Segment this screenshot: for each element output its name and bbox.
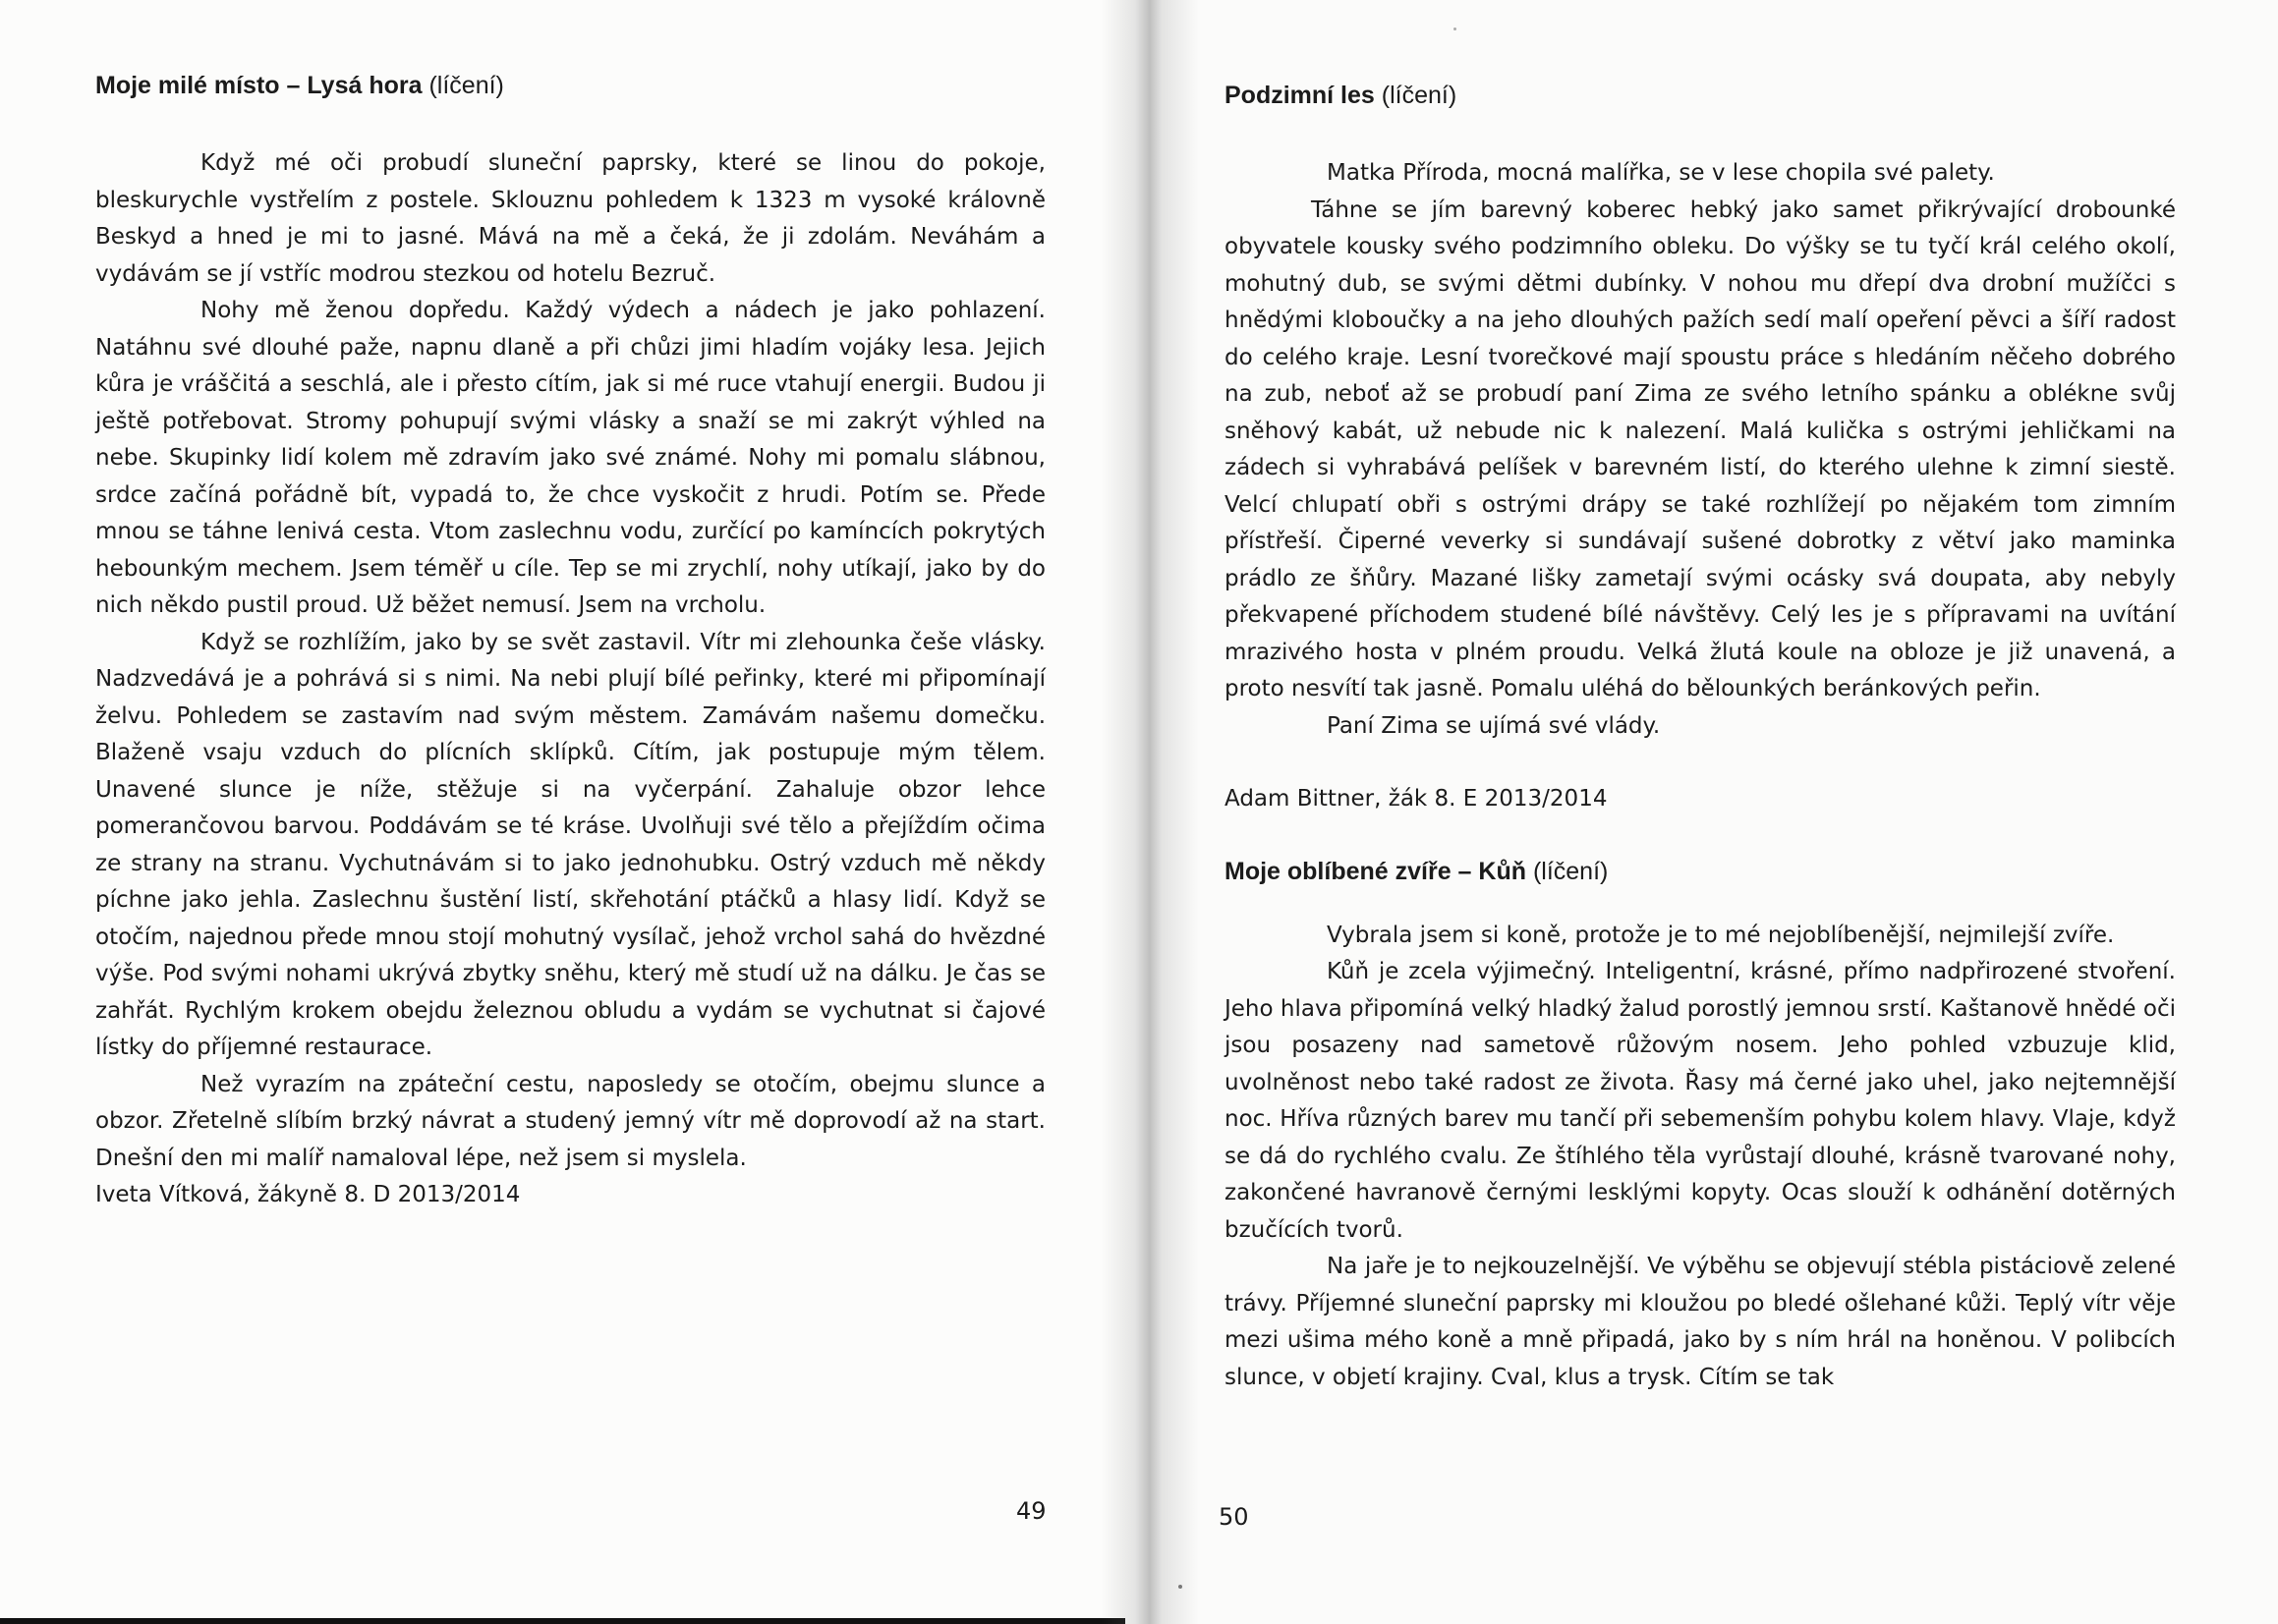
title-genre: (líčení) xyxy=(1381,82,1457,109)
paper-speck xyxy=(1453,28,1456,30)
paragraph: Když se rozhlížím, jako by se svět zastavil. Vítr mi zlehounka češe vlásky. Nadzvedává je a pohrává si s nimi. Na nebi plují bílé peřinky, které mi připomínají želvu. Pohledem se zastavím nad svým městem. Zamávám našemu domečku. Blaženě vsaju vzduch do plícních sklípků. Cítím, jak postupuje mým tělem. Unavené slunce je níže, stěžuje si na vyčerpání. Zahaluje obzor lehce pomerančovou barvou. Poddávám se té kráse. Uvolňuji své tělo a přejíždím očima ze strany na stranu. Vychutnávám si to jako jednohubku. Ostrý vzduch mě někdy píchne jako jehla. Zaslechnu šustění listí, skřehotání ptáčků a hlasy lidí. Když se otočím, najednou přede mnou stojí mohutný vysílač, jehož vrchol sahá do hvězdné výše. Pod svými nohami ukrývá zbytky sněhu, který mě studí už na dálku. Je čas se zahřát. Rychlým krokem obejdu železnou obludu a vydám se vychutnat si čajové lístky do příjemné restaurace. xyxy=(95,629,1046,1060)
title-main: Moje milé místo – Lysá hora xyxy=(95,72,423,99)
paragraph: Na jaře je to nejkouzelnější. Ve výběhu se objevují stébla pistáciově zelené trávy. Příjemné sluneční paprsky mi kloužou po bledé ošlehané kůži. Teplý vítr věje mezi ušima mého koně a mně připadá, jako by s ním hrál na honěnou. V polibcích slunce, v objetí krajiny. Cval, klus a trysk. Cítím se tak xyxy=(1224,1254,2176,1390)
author-credit: Iveta Vítková, žákyně 8. D 2013/2014 xyxy=(95,1182,521,1207)
paragraph: Když mé oči probudí sluneční paprsky, které se linou do pokoje, bleskurychle vystřelím z postele. Sklouznu pohledem k 1323 m vysoké královně Beskyd a hned je mi to jasné. Mává na mě a čeká, že ji zdolám. Neváhám a vydávám se jí vstříc modrou stezkou od hotelu Bezruč. xyxy=(95,150,1046,287)
paragraph: Paní Zima se ujímá své vlády. xyxy=(1327,712,1661,739)
book-gutter-shadow xyxy=(1101,0,1199,1624)
author-credit: Adam Bittner, žák 8. E 2013/2014 xyxy=(1224,786,1608,812)
title-genre: (líčení) xyxy=(1532,857,1609,885)
paragraph: Nohy mě ženou dopředu. Každý výdech a nádech je jako pohlazení. Natáhnu své dlouhé paže, napnu dlaně a při chůzi jimi hladím vojáky lesa. Jejich kůra je vráščitá a seschlá, ale i přesto cítím, jak si mé ruce vtahují energii. Budou ji ještě potřebovat. Stromy pohupují svými vlásky a snaží se mi zakrýt výhled na nebe. Skupinky lidí kolem mě zdravím jako své známé. Nohy mi pomalu slábnou, srdce začíná pořádně bít, vypadá to, že chce vyskočit z hrudi. Potím se. Přede mnou se táhne lenivá cesta. Vtom zaslechnu vodu, zurčící po kamíncích pokrytých hebounkým mechem. Jsem téměř u cíle. Tep se mi zrychlí, nohy utíkají, jako by do nich někdo pustil proud. Už běžet nemusí. Jsem na vrcholu. xyxy=(95,298,1046,618)
title-main: Moje oblíbené zvíře – Kůň xyxy=(1224,857,1526,885)
page-number: 49 xyxy=(1016,1497,1047,1525)
essay-title-podzimni-les xyxy=(1224,79,2176,112)
paragraph: Táhne se jím barevný koberec hebký jako samet přikrývající drobounké obyvatele kousky svého podzimního obleku. Do výšky se tu tyčí král celého okolí, mohutný dub, se svými dětmi dubínky. V nohou mu dřepí dva drobní mužíčci s hnědými kloboučky a na jeho dlouhých pažích sedí malí opeření pěvci a šíří radost do celého kraje. Lesní tvorečkové mají spoustu práce s hledáním něčeho dobrého na zub, neboť až se probudí paní Zima ze svého letního spánku a oblékne svůj sněhový kabát, už nebude nic k nalezení. Malá kulička s ostrými jehličkami na zádech si vyhrabává pelíšek v barevném listí, do kterého ulehne k zimní siestě. Velcí chlupatí obři s ostrými drápy se také rozhlížejí po nějakém tom zimním přístřeší. Čiperné veverky si sundávají sušené dobrotky z větví jako maminka prádlo ze šňůry. Mazané lišky zametají svými ocásky svá doupata, aby nebyly překvapené příchodem studené bílé návštěvy. Celý les je s přípravami na uvítání mrazivého hosta v plném proudu. Velká žlutá koule na obloze je již unavená, a proto nesvítí tak jasně. Pomalu uléhá do bělounkých beránkových peřin. xyxy=(1224,196,2176,701)
essay-title-kun xyxy=(1224,855,2176,888)
title-genre: (líčení) xyxy=(428,72,504,99)
page-bottom-edge xyxy=(0,1618,1125,1624)
paragraph: Vybrala jsem si koně, protože je to mé nejoblíbenější, nejmilejší zvíře. xyxy=(1327,922,2115,948)
spacer xyxy=(1224,818,2176,855)
title-main: Podzimní les xyxy=(1224,82,1375,109)
right-page-text xyxy=(1224,79,2176,1396)
spacer xyxy=(1224,745,2176,781)
paragraph: Kůň je zcela výjimečný. Inteligentní, krásné, přímo nadpřirozené stvoření. Jeho hlava připomíná velký hladký žalud porostlý jemnou srstí. Kaštanově hnědé oči jsou posazeny nad sametově růžovým nosem. Jeho pohled vzbuzuje klid, uvolněnost nebo také radost ze života. Řasy má černé jako uhel, jako nejtemnější noc. Hříva různých barev mu tančí při sebemenším pohybu kolem hlavy. Vlaje, když se dá do rychlého cvalu. Ze štíhlého těla vyrůstají dlouhé, krásně tvarované nohy, zakončené havranově černými lesklými kopyty. Ocas slouží k odhánění dotěrných bzučících tvorů. xyxy=(1224,959,2176,1243)
right-page xyxy=(1139,0,2278,1624)
paragraph: Než vyrazím na zpáteční cestu, naposledy se otočím, obejmu slunce a obzor. Zřetelně slíbím brzký návrat a studený jemný vítr mě doprovodí až na start. Dnešní den mi malíř namaloval lépe, než jsem si myslela. xyxy=(95,1071,1046,1171)
essay-title-lysa-hora xyxy=(95,69,1046,102)
paragraph: Matka Příroda, mocná malířka, se v lese chopila své palety. xyxy=(1327,160,1995,186)
page-number: 50 xyxy=(1219,1503,1249,1531)
left-page-text xyxy=(95,69,1046,1214)
